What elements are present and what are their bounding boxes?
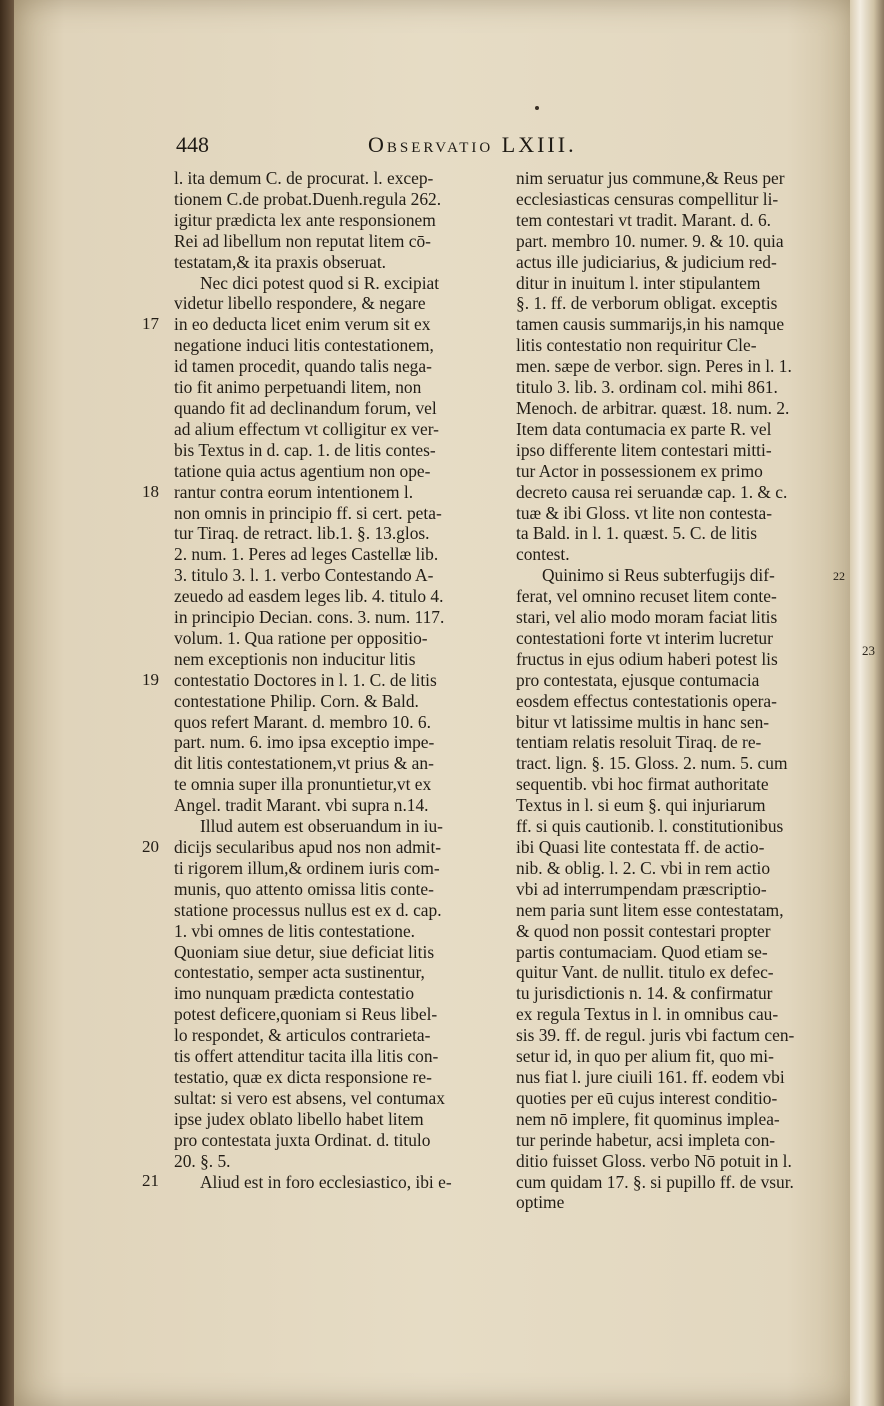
text-line: & quod non possit contestari propter — [516, 920, 771, 941]
text-line: volum. 1. Qua ratione per oppositio- — [174, 627, 428, 648]
text-line: nib. & oblig. l. 2. C. vbi in rem actio — [516, 857, 771, 878]
right-text-column — [516, 168, 840, 1213]
text-line: te omnia super illa pronuntietur,vt ex — [174, 774, 432, 795]
text-line: ad alium effectum vt colligitur ex ver- — [174, 418, 439, 439]
text-line: contestatio, semper acta sustinentur, — [174, 962, 425, 983]
text-line: nim seruatur jus commune,& Reus per — [516, 168, 785, 188]
text-line: dit litis contestationem,vt prius & an- — [174, 753, 434, 774]
text-line: setur id, in quo per alium fit, quo mi- — [516, 1046, 774, 1067]
text-line: Textus in l. si eum §. qui injuriarum — [516, 795, 766, 816]
text-line: ibi Quasi lite contestata ff. de actio- — [516, 837, 765, 857]
text-line: eosdem effectus contestationis opera- — [516, 690, 777, 711]
text-line: contest. — [516, 544, 570, 565]
text-line: tuæ & ibi Gloss. vt lite non contesta- — [516, 502, 773, 523]
text-line: potest deficere,quoniam si Reus libel- — [174, 1004, 438, 1025]
text-line: Aliud est in foro ecclesiastico, ibi e- — [200, 1171, 452, 1192]
text-line: tur Tiraq. de retract. lib.1. §. 13.glos. — [174, 523, 430, 544]
text-line: bis Textus in d. cap. 1. de litis contes- — [174, 439, 436, 460]
text-line: tur perinde habetur, acsi impleta con- — [516, 1129, 776, 1150]
text-line: ex regula Textus in l. in omnibus cau- — [516, 1004, 779, 1025]
text-line: tract. lign. §. 15. Gloss. 2. num. 5. cum — [516, 753, 788, 774]
text-line: ta Bald. in l. 1. quæst. 5. C. de litis — [516, 523, 758, 544]
text-line: sultat: si vero est absens, vel contumax — [174, 1087, 445, 1108]
text-line: tu jurisdictionis n. 14. & confirmatur — [516, 983, 773, 1004]
text-line: part. membro 10. numer. 9. & 10. quia — [516, 230, 784, 251]
text-line: bitur vt latissime multis in hanc sen- — [516, 711, 770, 732]
text-line: tionem C.de probat.Duenh.regula 262. — [174, 188, 442, 209]
text-line: ecclesiasticas censuras compellitur li- — [516, 188, 779, 209]
text-line: Quoniam siue detur, siue deficiat litis — [174, 941, 435, 962]
text-line: l. ita demum C. de procurat. l. excep- — [174, 168, 434, 188]
margin-number: 20 — [142, 836, 159, 856]
text-line: ff. si quis cautionib. l. constitutionibus — [516, 816, 784, 837]
text-line: testatam,& ita praxis obseruat. — [174, 251, 387, 272]
text-line: 2. num. 1. Peres ad leges Castellæ lib. — [174, 544, 439, 565]
text-line: Quinimo si Reus subterfugijs dif- — [542, 565, 775, 586]
text-line: cum quidam 17. §. si pupillo ff. de vsur. — [516, 1171, 794, 1192]
text-line: 3. titulo 3. l. 1. verbo Contestando A- — [174, 565, 434, 586]
margin-number: 19 — [142, 669, 159, 689]
text-line: 1. vbi omnes de litis contestatione. — [174, 920, 416, 941]
text-line: tamen causis summarijs,in his namque — [516, 314, 785, 335]
left-text-column — [174, 168, 496, 1192]
text-line: rantur contra eorum intentionem l. — [174, 481, 414, 502]
text-line: nem paria sunt litem esse contestatam, — [516, 899, 784, 920]
text-line: quitur Vant. de nullit. titulo ex defec- — [516, 962, 774, 983]
text-line: contestatione Philip. Corn. & Bald. — [174, 690, 419, 711]
text-line: imo nunquam prædicta contestatio — [174, 983, 415, 1004]
ink-speck — [535, 106, 539, 110]
text-line: Illud autem est obseruandum in iu- — [200, 816, 443, 837]
text-line: nus fiat l. jure ciuili 161. ff. eodem vbi — [516, 1066, 785, 1087]
next-page-edge — [850, 0, 884, 1406]
text-line: in principio Decian. cons. 3. num. 117. — [174, 607, 445, 628]
text-line: ti rigorem illum,& ordinem iuris com- — [174, 857, 440, 878]
text-line: tis offert attenditur tacita illa litis con- — [174, 1046, 439, 1067]
text-line: quoties per eū cujus interest conditio- — [516, 1087, 778, 1108]
text-line: optime — [516, 1192, 565, 1213]
page-number: 448 — [176, 132, 209, 157]
text-line: Item data contumacia ex parte R. vel — [516, 418, 772, 439]
margin-number: 18 — [142, 481, 159, 501]
text-line: contestationi forte vt interim lucretur — [516, 627, 773, 648]
text-line: testatio, quæ ex dicta responsione re- — [174, 1066, 432, 1087]
margin-number: 22 — [833, 569, 845, 584]
text-line: tatione quia actus agentium non ope- — [174, 460, 431, 481]
margin-number: 21 — [142, 1171, 159, 1191]
text-line: stari, vel alio modo moram faciat litis — [516, 607, 778, 628]
text-line: litis contestatio non requiritur Cle- — [516, 335, 757, 356]
text-line: fructus in ejus odium haberi potest lis — [516, 648, 778, 669]
page-header — [176, 132, 736, 162]
text-line: ditio fuisset Gloss. verbo Nō potuit in l. — [516, 1150, 792, 1171]
text-line: Nec dici potest quod si R. excipiat — [200, 272, 440, 293]
text-line: tio fit animo perpetuandi litem, non — [174, 377, 422, 398]
text-line: negatione induci litis contestationem, — [174, 335, 434, 356]
text-line: sequentib. vbi hoc firmat authoritate — [516, 774, 769, 795]
text-line: non omnis in principio ff. si cert. peta- — [174, 502, 442, 523]
text-line: Menoch. de arbitrar. quæst. 18. num. 2. — [516, 397, 790, 418]
text-line: nem nō implere, fit quominus implea- — [516, 1108, 780, 1129]
text-line: partis contumaciam. Quod etiam se- — [516, 941, 768, 962]
text-line: vbi ad interrumpendam præscriptio- — [516, 878, 767, 899]
text-line: pro contestata, ejusque contumacia — [516, 669, 760, 690]
text-line: contestatio Doctores in l. 1. C. de litis — [174, 669, 437, 690]
text-line: decreto causa rei seruandæ cap. 1. & c. — [516, 481, 788, 502]
text-line: statione processus nullus est ex d. cap. — [174, 899, 442, 920]
running-head: Observatio LXIII. — [368, 132, 577, 157]
text-line: lo respondet, & articulos contrarieta- — [174, 1025, 431, 1046]
text-line: ditur in inuitum l. inter stipulantem — [516, 272, 761, 293]
text-line: tentiam relatis resoluit Tiraq. de re- — [516, 732, 762, 753]
text-line: ipse judex oblato libello habet litem — [174, 1108, 424, 1129]
text-line: igitur prædicta lex ante responsionem — [174, 209, 436, 230]
text-line: videtur libello respondere, & negare — [174, 293, 426, 314]
text-line: zeuedo ad easdem leges lib. 4. titulo 4. — [174, 586, 444, 607]
text-line: sis 39. ff. de regul. juris vbi factum cen- — [516, 1025, 795, 1046]
text-line: id tamen procedit, quando talis nega- — [174, 356, 432, 377]
text-line: ferat, vel omnino recuset litem conte- — [516, 586, 777, 607]
text-line: in eo deducta licet enim verum sit ex — [174, 314, 431, 335]
text-line: quando fit ad declinandum forum, vel — [174, 397, 437, 418]
text-line: munis, quo attento omissa litis conte- — [174, 878, 434, 899]
text-line: quos refert Marant. d. membro 10. 6. — [174, 711, 431, 732]
text-line: actus ille judiciarius, & judicium red- — [516, 251, 777, 272]
text-line: ipso differente litem contestari mitti- — [516, 439, 772, 460]
text-line: pro contestata juxta Ordinat. d. titulo — [174, 1129, 431, 1150]
text-line: tur Actor in possessionem ex primo — [516, 460, 763, 481]
text-line: §. 1. ff. de verborum obligat. exceptis — [516, 293, 778, 314]
text-line: Angel. tradit Marant. vbi supra n.14. — [174, 795, 429, 816]
text-line: titulo 3. lib. 3. ordinam col. mihi 861. — [516, 377, 778, 398]
text-line: nem exceptionis non inducitur litis — [174, 648, 416, 669]
text-line: men. sæpe de verbor. sign. Peres in l. 1. — [516, 356, 792, 377]
text-line: 20. §. 5. — [174, 1150, 231, 1171]
text-line: Rei ad libellum non reputat litem cō- — [174, 230, 431, 251]
text-line: dicijs secularibus apud nos non admit- — [174, 837, 442, 857]
margin-number: 17 — [142, 314, 159, 334]
sidenote-number: 23 — [862, 643, 875, 658]
text-line: part. num. 6. imo ipsa exceptio impe- — [174, 732, 435, 753]
text-line: tem contestari vt tradit. Marant. d. 6. — [516, 209, 771, 230]
